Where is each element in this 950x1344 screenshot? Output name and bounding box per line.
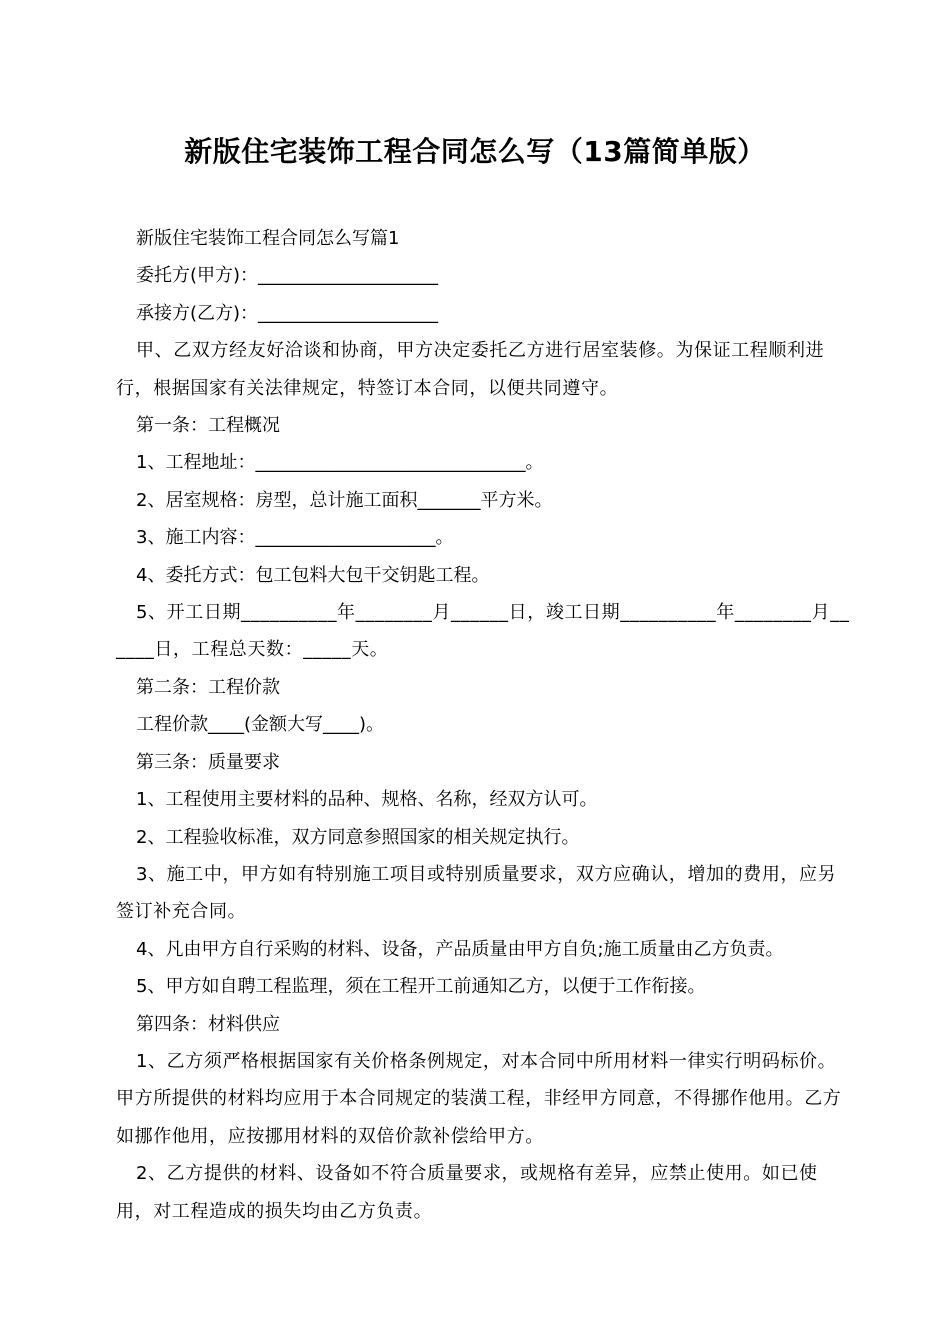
article-3-item-3: 3、施工中，甲方如有特别施工项目或特别质量要求，双方应确认，增加的费用，应另签订补充合同。 [116,863,837,923]
article-3-heading: 第三条：质量要求 [136,751,280,773]
article-2-heading: 第二条：工程价款 [136,676,280,698]
article-4-item-2: 2、乙方提供的材料、设备如不符合质量要求，或规格有差异，应禁止使用。如已使用，对工程造成的损失均由乙方负责。 [116,1163,818,1222]
article-4-item-1: 1、乙方须严格根据国家有关价格条例规定，对本合同中所用材料一律实行明码标价。甲方所提供的材料均应用于本合同规定的装潢工程，非经甲方同意，不得挪作他用。乙方如挪作他用，应按挪用材料的双倍价款补偿给甲方。 [116,1050,842,1147]
article-1-item-1: 1、工程地址：______________________________。 [136,452,544,474]
article-1-item-5: 5、开工日期__________年________月______日，竣工日期__________年________月______日，工程总天数：_____天。 [116,602,850,661]
article-3-item-1: 1、工程使用主要材料的品种、规格、名称，经双方认可。 [136,789,598,811]
document-body [116,220,850,1230]
article-3-item-5: 5、甲方如自聘工程监理，须在工程开工前通知乙方，以便于工作衔接。 [136,976,706,998]
article-4-heading: 第四条：材料供应 [136,1013,280,1035]
document-title: 新版住宅装饰工程合同怎么写（13篇简单版） [184,135,766,168]
party-b-line: 承接方(乙方)：____________________ [136,302,439,324]
article-1-item-2: 2、居室规格：房型，总计施工面积_______平方米。 [136,489,553,511]
preamble-paragraph: 甲、乙双方经友好洽谈和协商，甲方决定委托乙方进行居室装修。为保证工程顺利进行，根据国家有关法律规定，特签订本合同，以便共同遵守。 [116,340,825,399]
party-a-line: 委托方(甲方)：____________________ [136,265,439,287]
section-heading-part-1: 新版住宅装饰工程合同怎么写篇1 [136,228,400,249]
article-1-heading: 第一条：工程概况 [136,415,280,437]
article-3-item-4: 4、凡由甲方自行采购的材料、设备，产品质量由甲方自负;施工质量由乙方负责。 [136,938,784,960]
article-1-item-3: 3、施工内容：____________________。 [136,527,454,549]
article-1-item-4: 4、委托方式：包工包料大包干交钥匙工程。 [136,564,490,586]
article-2-price-line: 工程价款____(金额大写____)。 [136,714,385,736]
article-3-item-2: 2、工程验收标准，双方同意参照国家的相关规定执行。 [136,826,580,848]
